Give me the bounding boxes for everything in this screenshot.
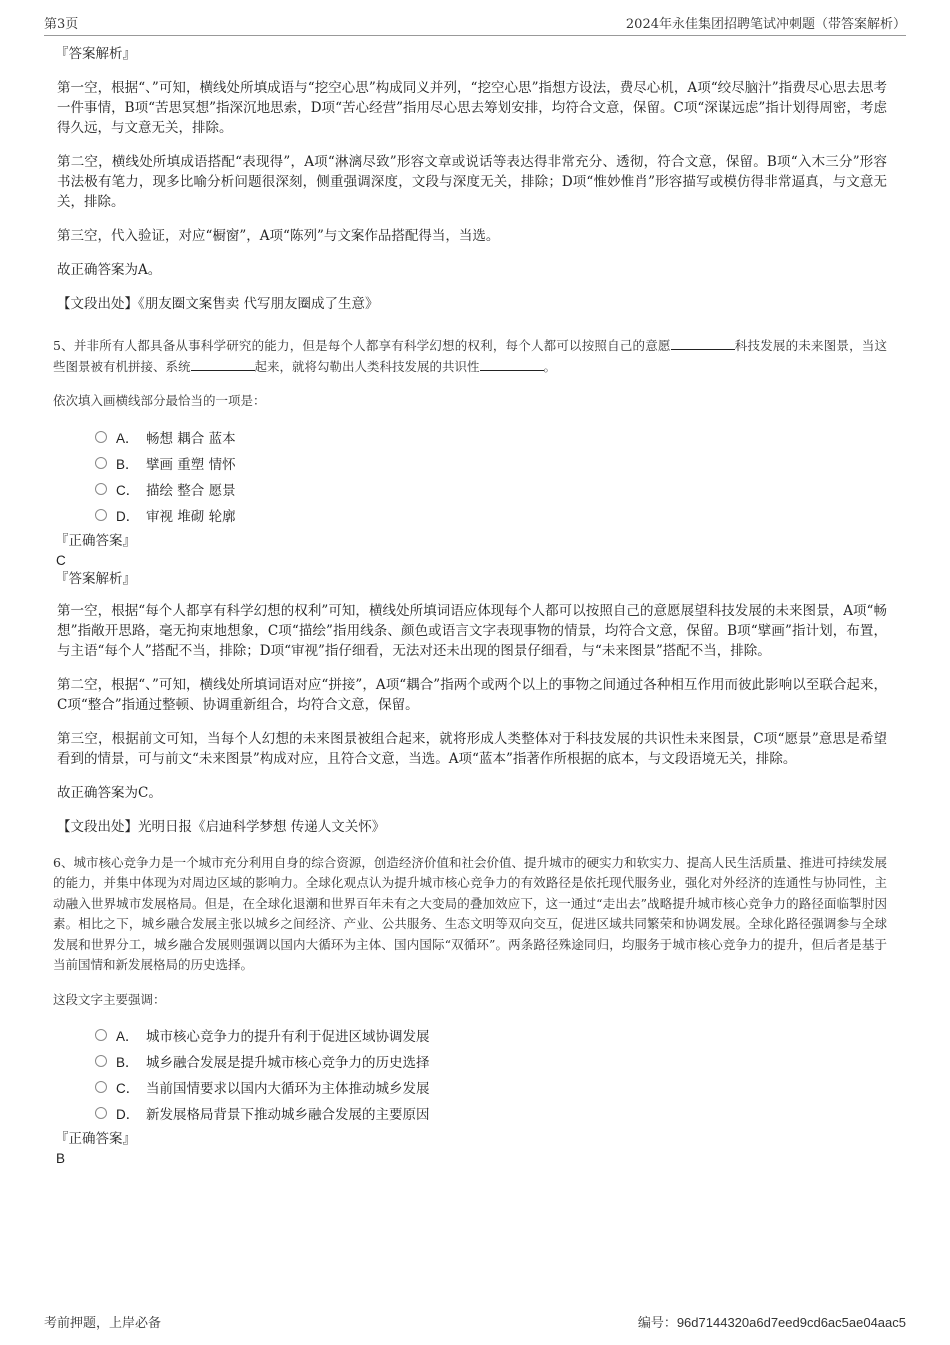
blank-line	[671, 337, 735, 350]
option-c[interactable]: C． 描绘 整合 愿景	[95, 476, 887, 502]
radio-icon[interactable]	[95, 431, 107, 443]
document-code: 编号：96d7144320a6d7eed9cd6ac5ae04aac5	[637, 1315, 906, 1331]
option-b[interactable]: B． 城乡融合发展是提升城市核心竞争力的历史选择	[95, 1048, 887, 1074]
analysis-paragraph: 第一空，根据“每个人都享有科学幻想的权利”可知，横线处所填词语应体现每个人都可以按照自己的意愿展望科技发展的未来图景，A项“畅想”指敞开思路，毫无拘束地想象，C项“描绘”指用线条、颜色或语言文字表现事物的情景，均符合文意，保留。B项“擘画”指计划，布置，与主语“每个人”搭配不当，排除；D项“审视”指仔细看，无法对还未出现的图景仔细看，与“未来图景”搭配不当，排除。	[57, 602, 887, 659]
radio-icon[interactable]	[95, 457, 107, 469]
answer-heading: 『正确答案』	[55, 1131, 136, 1147]
analysis-paragraph: 第一空，根据“、”可知，横线处所填成语与“挖空心思”构成同义并列，“挖空心思”指想方设法，费尽心机，A项“绞尽脑汁”指费尽心思去思考一件事情，B项“苦思冥想”指深沉地思索，D项“苦心经营”指用尽心思去筹划安排，均符合文意，保留。C项“深谋远虑”指计划得周密，考虑得久远，与文意无关，排除。	[57, 80, 887, 136]
analysis-paragraph: 第二空，根据“、”可知，横线处所填词语对应“拼接”，A项“耦合”指两个或两个以上的事物之间通过各种相互作用而彼此影响以至联合起来，C项“整合”指通过整顿、协调重新组合，均符合文意，保留。	[57, 676, 887, 713]
question-prompt: 依次填入画横线部分最恰当的一项是：	[53, 393, 266, 408]
option-d[interactable]: D． 审视 堆砌 轮廓	[95, 502, 887, 528]
radio-icon[interactable]	[95, 1081, 107, 1093]
analysis-paragraph: 第三空，代入验证，对应“橱窗”，A项“陈列”与文案作品搭配得当，当选。	[57, 228, 500, 244]
options-list	[95, 1022, 887, 1126]
radio-icon[interactable]	[95, 483, 107, 495]
option-d[interactable]: D． 新发展格局背景下推动城乡融合发展的主要原因	[95, 1100, 887, 1126]
options-list	[95, 424, 887, 528]
radio-icon[interactable]	[95, 1055, 107, 1067]
blank-line	[480, 358, 544, 371]
radio-icon[interactable]	[95, 509, 107, 521]
option-a[interactable]: A． 畅想 耦合 蓝本	[95, 424, 887, 450]
page-header	[44, 12, 906, 36]
source-citation: 【文段出处】光明日报《启迪科学梦想 传递人文关怀》	[57, 818, 386, 835]
analysis-paragraph: 第三空，根据前文可知，当每个人幻想的未来图景被组合起来，就将形成人类整体对于科技发展的共识性未来图景，C项“愿景”意思是希望看到的情景，可与前文“未来图景”构成对应，且符合文意，当选。A项“蓝本”指著作所根据的底本，与文段语境无关，排除。	[57, 730, 887, 767]
question-stem: 5、并非所有人都具备从事科学研究的能力，但是每个人都享有科学幻想的权利，每个人都可以按照自己的意愿 科技发展的未来图景，当这些图景被有机拼接、系统 起来，就将勾勒出人类科技发展的共识性 。	[53, 338, 887, 374]
blank-line	[191, 358, 255, 371]
conclusion: 故正确答案为C。	[57, 784, 162, 801]
analysis-paragraph: 第二空，横线处所填成语搭配“表现得”，A项“淋漓尽致”形容文章或说话等表达得非常充分、透彻，符合文意，保留。B项“入木三分”形容书法极有笔力，现多比喻分析问题很深刻，侧重强调深度，文段与深度无关，排除；D项“惟妙惟肖”形容描写或模仿得非常逼真，与文意无关，排除。	[57, 154, 887, 210]
option-b[interactable]: B． 擘画 重塑 情怀	[95, 450, 887, 476]
document-title: 2024年永佳集团招聘笔试冲刺题（带答案解析）	[625, 17, 906, 32]
question-stem: 6、城市核心竞争力是一个城市充分利用自身的综合资源，创造经济价值和社会价值、提升城市的硬实力和软实力、提高人民生活质量、推进可持续发展的能力，并集中体现为对周边区域的影响力。全球化观点认为提升城市核心竞争力的有效路径是依托现代服务业，强化对外经济的连通性与协同性，主动融入世界城市发展格局。但是，在全球化退潮和世界百年未有之大变局的叠加效应下，这一通过“走出去”战略提升城市核心竞争力的路径面临掣肘因素。相比之下，城乡融合发展主张以城乡之间经济、产业、公共服务、生态文明等双向交互，促进区域共同繁荣和协调发展。全球化路径强调参与全球发展和世界分工，城乡融合发展则强调以国内大循环为主体、国内国际“双循环”。两条路径殊途同归，均服务于城市核心竞争力的提升，但后者是基于当前国情和新发展格局的历史选择。	[53, 854, 887, 972]
option-a[interactable]: A． 城市核心竞争力的提升有利于促进区域协调发展	[95, 1022, 887, 1048]
analysis-heading: 『答案解析』	[55, 570, 136, 587]
conclusion: 故正确答案为A。	[57, 262, 162, 278]
option-c[interactable]: C． 当前国情要求以国内大循环为主体推动城乡发展	[95, 1074, 887, 1100]
page-content	[53, 44, 887, 1168]
page-footer	[44, 1312, 906, 1331]
radio-icon[interactable]	[95, 1029, 107, 1041]
question-prompt: 这段文字主要强调：	[53, 991, 166, 1007]
answer-heading: 『正确答案』	[55, 532, 136, 549]
analysis-heading: 『答案解析』	[55, 46, 136, 62]
correct-answer: B	[56, 1151, 66, 1166]
radio-icon[interactable]	[95, 1107, 107, 1119]
correct-answer: C	[56, 552, 66, 568]
page-number: 第3页	[44, 17, 79, 32]
footer-slogan: 考前押题，上岸必备	[44, 1316, 162, 1331]
source-citation: 【文段出处】《朋友圈文案售卖 代写朋友圈成了生意》	[57, 296, 379, 312]
